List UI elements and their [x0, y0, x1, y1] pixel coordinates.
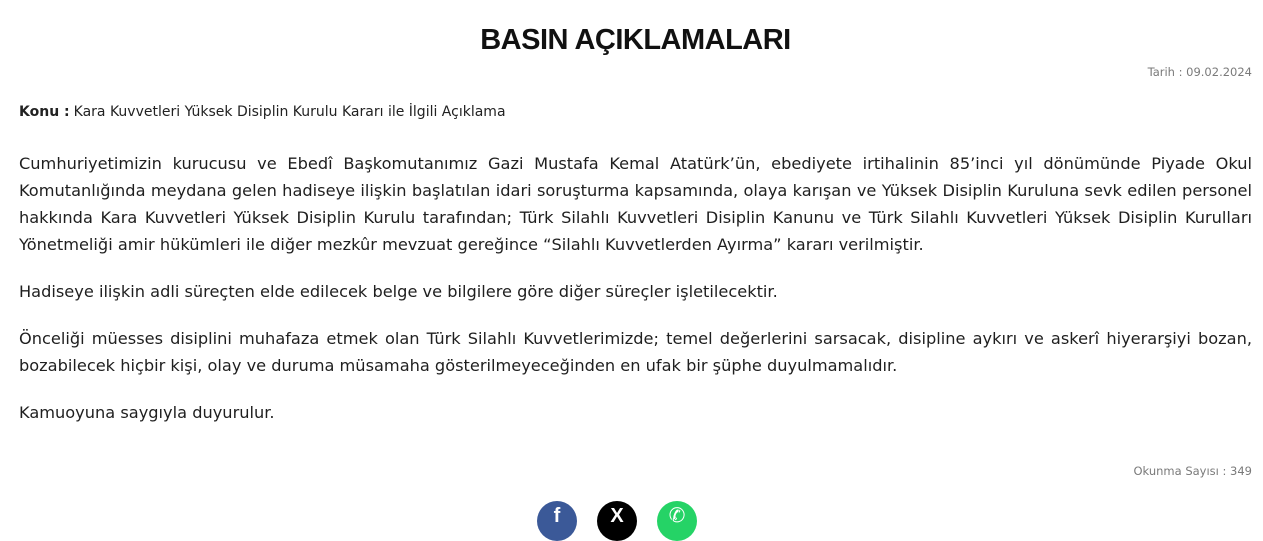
facebook-icon: f	[553, 505, 561, 527]
facebook-share-button[interactable]	[537, 501, 577, 541]
view-count: Okunma Sayısı : 349	[1133, 464, 1252, 478]
paragraph-1: Cumhuriyetimizin kurucusu ve Ebedî Başkomutanımız Gazi Mustafa Kemal Atatürk’ün, ebediyete irtihalinin 85’inci yıl dönümünde Piyade Okul Komutanlığında meydana gelen hadiseye ilişkin başlatılan idari soruşturma kapsamında, olaya karışan ve Yüksek Disiplin Kuruluna sevk edilen personel hakkında Kara Kuvvetleri Yüksek Disiplin Kurulu tarafından; Türk Silahlı Kuvvetleri Disiplin Kanunu ve Türk Silahlı Kuvvetleri Yüksek Disiplin Kurulları Yönetmeliği amir hükümleri ile diğer mezkûr mevzuat gereğince “Silahlı Kuvvetlerden Ayırma” kararı verilmiştir.	[19, 154, 1252, 254]
article-body	[19, 150, 1252, 446]
whatsapp-icon: ✆	[668, 505, 686, 527]
paragraph-2: Hadiseye ilişkin adli süreçten elde edilecek belge ve bilgilere göre diğer süreçler işletilecektir.	[19, 282, 778, 301]
paragraph-3: Önceliği müesses disiplini muhafaza etmek olan Türk Silahlı Kuvvetlerimizde; temel değerlerini sarsacak, disipline aykırı ve askerî hiyerarşiyi bozan, bozabilecek hiçbir kişi, olay ve duruma müsamaha gösterilmeyeceğinden en ufak bir şüphe duyulmamalıdır.	[19, 329, 1252, 375]
whatsapp-share-button[interactable]	[657, 501, 697, 541]
x-share-button[interactable]	[597, 501, 637, 541]
subject-label: Konu :	[19, 104, 70, 120]
x-icon: X	[610, 505, 624, 527]
subject-line	[19, 104, 506, 120]
paragraph-4: Kamuoyuna saygıyla duyurulur.	[19, 403, 275, 422]
page-title: BASIN AÇIKLAMALARI	[480, 24, 791, 56]
publish-date: Tarih : 09.02.2024	[1147, 65, 1252, 79]
subject-text: Kara Kuvvetleri Yüksek Disiplin Kurulu Kararı ile İlgili Açıklama	[73, 104, 506, 120]
